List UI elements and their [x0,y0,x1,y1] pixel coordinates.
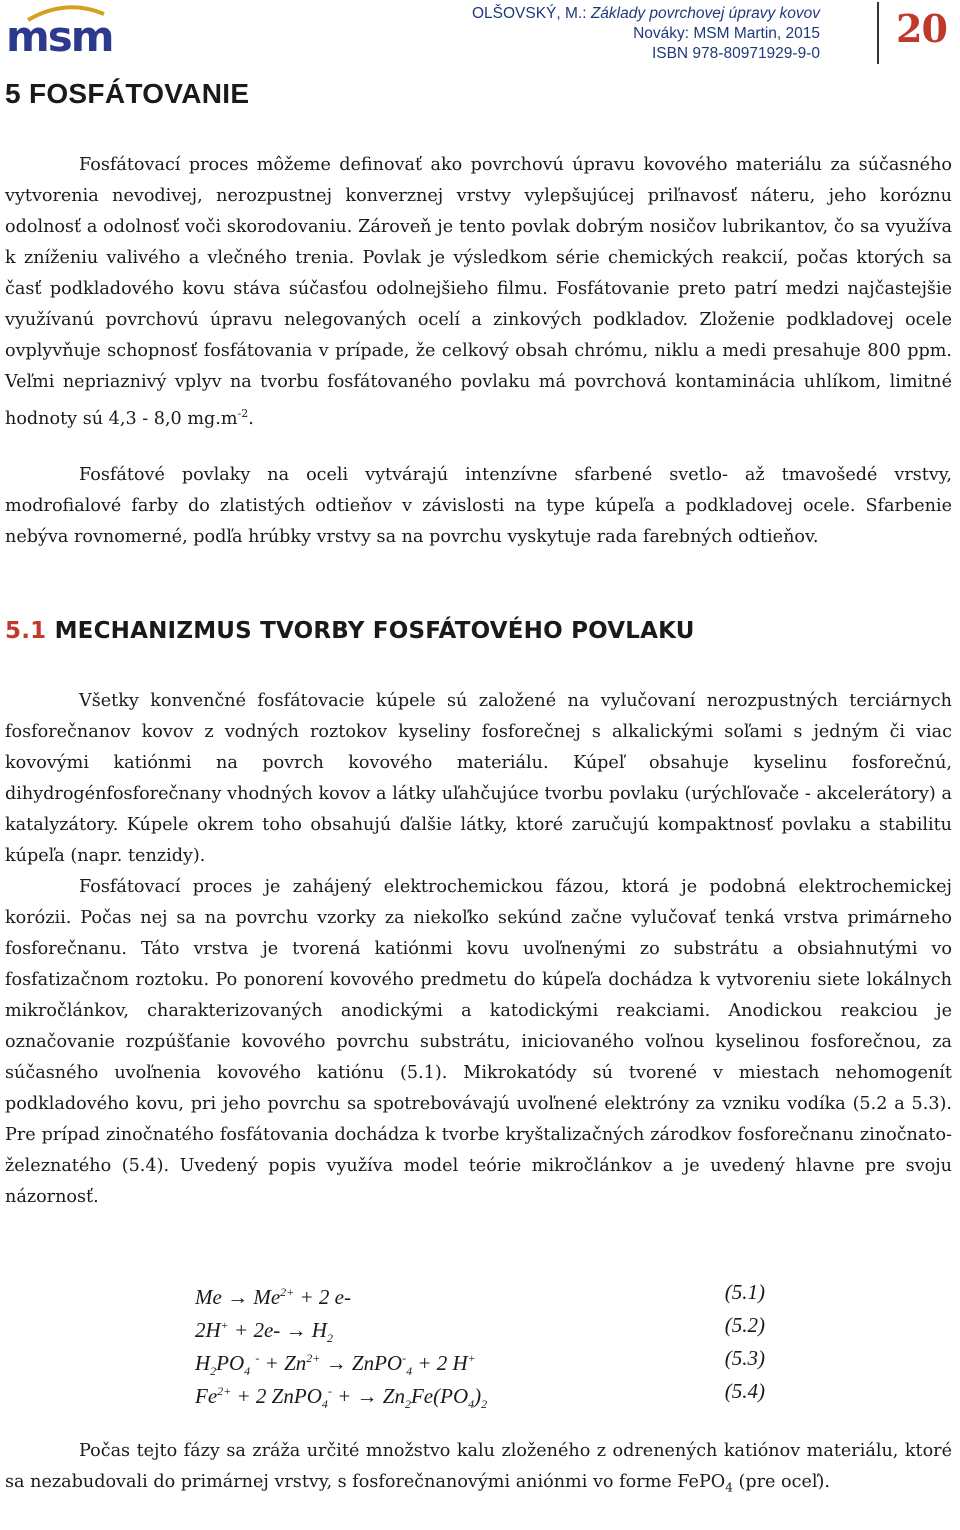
equation-5-1: $Me \to Me^{2+} + 2$ e- (5.1) [195,1280,765,1309]
subsection-paragraph-3: Počas tejto fázy sa zráža určité množstvo kalu zloženého z odrenených katiónov materiálu, ktoré sa nezabudovali do primárnej vrstvy, s fosforečnanovými aniónmi vo forme FePO$_4$ (pre oceľ). [5,1441,952,1495]
book-citation-header [472,4,820,64]
subsection-paragraph-2: Fosfátovací proces je zahájený elektrochemickou fázou, ktorá je podobná elektrochemickej korózii. Počas nej sa na povrchu vzorky za niekoľko sekúnd začne vylučovať tenká vrstva primárneho fosforečnanu. Táto vrstva je tvorená katiónmi kovu uvoľnenými zo substrátu a obsiahnutými vo fosfatizačnom roztoku. Po ponorení kovového predmetu do kúpeľa dochádza k vytvoreniu siete lokálnych mikročlánkov, charakterizovaných anodickými a katodickými reakciami. Anodickou reakciou je označovanie rozpúšťanie kovového povrchu substrátu, iniciovaného voľnou kyselinou fosforečnou, za súčasného uvoľnenia kovového katiónu (5.1). Mikrokatódy sú tvorené v miestach nehomogenít podkladového kovu, pri jeho povrchu sa spotrebovávajú uvoľnené elektróny za vzniku vodíka (5.2 a 5.3). Pre prípad zinočnatého fosfátovania dochádza k tvorbe kryštalizačných zárodkov fosforečnanu zinočnato-železnatého (5.4). Uvedený popis využíva model teórie mikročlánkov a je uvedený hlavne pre svoju názornosť. [5,877,952,1207]
publisher-logo [6,4,113,61]
subsection-title: 5.1 MECHANIZMUS TVORBY FOSFÁTOVÉHO POVLAKU [5,618,695,644]
section-title: 5 FOSFÁTOVANIE [5,78,250,109]
header-divider [877,2,879,64]
citation-isbn: ISBN 978-80971929-9-0 [651,45,820,62]
citation-title: Základy povrchovej úpravy kovov [590,5,820,22]
citation-publisher: Nováky: MSM Martin, 2015 [633,25,820,42]
section-paragraph-1: Fosfátovací proces môžeme definovať ako povrchovú úpravu kovového materiálu za súčasného vytvorenia nevodivej, nerozpustnej konverznej vrstvy vylepšujúcej priľnavosť náteru, jeho koróznu odolnosť a odolnosť voči skorodovaniu. Zároveň je tento povlak dobrým nosičov lubrikantov, čo sa využíva k zníženiu valivého a vlečného trenia. Povlak je výsledkom série chemických reakcií, počas ktorých sa časť podkladového kovu stáva súčasťou odolnejšieho filmu. Fosfátovanie preto patrí medzi najčastejšie využívanú povrchovú úpravu nelegovaných ocelí a zinkových podkladov. Zloženie podkladovej ocele ovplyvňuje schopnosť fosfátovania v prípade, že celkový obsah chrómu, niklu a medi presahuje 800 ppm. Veľmi nepriaznivý vplyv na tvorbu fosfátovaného povlaku má povrchová kontaminácia uhlíkom, limitné hodnoty sú 4,3 - 8,0 $mg.m^{-2}$. [5,155,952,429]
subsection-paragraph-1: Všetky konvenčné fosfátovacie kúpele sú založené na vylučovaní nerozpustných terciárnych fosforečnanov kovov z vodných roztokov kyseliny fosforečnej s alkalickými soľami s jedným či viac kovovými katiónmi na povrch kovového materiálu. Kúpeľ obsahuje kyselinu fosforečnú, dihydrogénfosforečnany vhodných kovov a látky uľahčujúce tvorbu povlaku (urýchľovače - akcelerátory) a katalyzátory. Kúpele okrem toho obsahujú ďalšie látky, ktoré zaručujú kompaktnosť povlaku a stabilitu kúpeľa (napr. tenzidy). [5,691,952,866]
page-number: 20 [896,6,947,51]
equation-5-3: $H_2PO_4$ $^- + Zn^{2+}$ → ZnPO-$_4$ + 2 H+ (5.3) [195,1346,765,1379]
section-paragraph-2: Fosfátové povlaky na oceli vytvárajú intenzívne sfarbené svetlo- až tmavošedé vrstvy, modrofialové farby do zlatistých odtieňov v závislosti na type kúpeľa a podkladovej ocele. Sfarbenie nebýva rovnomerné, podľa hrúbky vrstvy sa na povrchu vyskytuje rada farebných odtieňov. [5,465,952,547]
logo-text: msm [6,12,113,61]
subsection-number: 5.1 [5,618,47,644]
citation-author: OLŠOVSKÝ, M.: [471,5,587,22]
equation-5-2: $2H^+ + 2e- \to H_2$ (5.2) [195,1313,765,1346]
equation-5-4: $Fe^{2+} + 2$ ZnPO$_4$- + → $Zn_2Fe(PO_4)_2$ (5.4) [195,1379,765,1412]
